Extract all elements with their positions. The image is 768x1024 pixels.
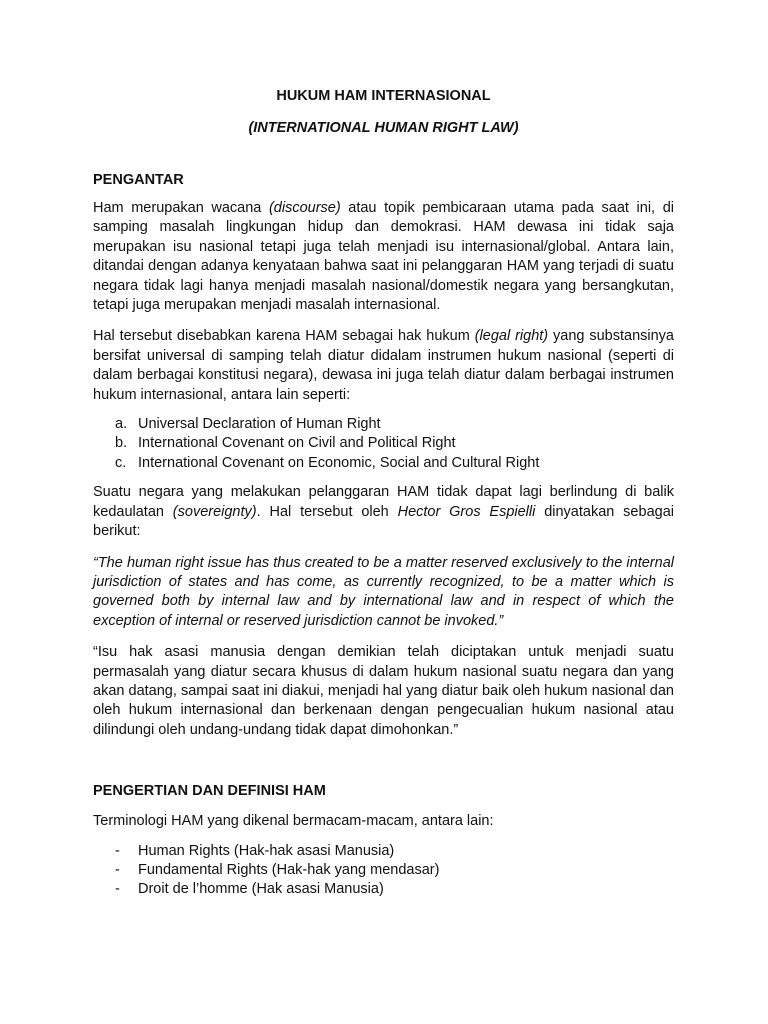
author-name: Hector Gros Espielli (397, 503, 536, 520)
paragraph-sovereignty-part-e: dinyatakan sebagai berikut: (93, 503, 674, 540)
list-marker: c. (115, 454, 127, 471)
paragraph-legal-right-part-c: yang substansinya bersifat universal di samping telah diatur didalam instrumen hukum nasional (seperti di dalam berbagai konstitusi negara), dewasa ini juga telah diatur dalam berbagai instrumen hukum internasional, antara lain seperti: (93, 328, 674, 403)
terminology-list (93, 842, 674, 900)
paragraph-legal-right-part-a: Hal tersebut disebabkan karena HAM sebagai hak hukum (93, 328, 475, 345)
list-item-text: Human Rights (Hak-hak asasi Manusia) (138, 842, 395, 859)
list-item (93, 861, 674, 880)
paragraph-intro-part-a: Ham merupakan wacana (93, 200, 269, 216)
term-legal-right: (legal right) (474, 328, 549, 345)
list-marker: b. (115, 435, 128, 452)
list-item-text: International Covenant on Civil and Political Right (138, 435, 456, 452)
instrument-list (93, 415, 674, 473)
document-title: HUKUM HAM INTERNASIONAL (276, 88, 491, 104)
section-heading-pengantar: PENGANTAR (93, 172, 184, 188)
list-item-text: Universal Declaration of Human Right (138, 416, 381, 433)
list-marker: a. (115, 416, 128, 433)
list-item (93, 434, 674, 453)
paragraph-intro-part-c: atau topik pembicaraan utama pada saat ini, di samping masalah lingkungan hidup dan demokrasi. HAM dewasa ini tidak saja merupakan isu nasional tetapi juga telah menjadi isu internasional/global. Antara lain, ditandai dengan adanya kenyataan bahwa saat ini pelanggaran HAM yang terjadi di suatu negara tidak lagi hanya menjadi masalah nasional/domestik negara yang bersangkutan, tetapi juga merupakan menjadi masalah internasional. (93, 200, 674, 314)
quote-indonesian: “Isu hak asasi manusia dengan demikian telah diciptakan untuk menjadi suatu permasalah yang diatur secara khusus di dalam hukum nasional suatu negara dan yang akan datang, sampai saat ini diakui, menjadi hal yang diatur baik oleh hukum nasional dan oleh hukum internasional dan berkenaan dengan pengecualian hukum nasional atau dilindungi oleh undang-undang tidak dapat dimohonkan.” (93, 644, 674, 738)
paragraph-legal-right (93, 327, 674, 405)
list-marker: - (115, 842, 120, 859)
document-subtitle: (INTERNATIONAL HUMAN RIGHT LAW) (248, 120, 519, 136)
list-item (93, 454, 674, 473)
paragraph-terminology: Terminologi HAM yang dikenal bermacam-macam, antara lain: (93, 813, 494, 830)
paragraph-sovereignty-part-a: Suatu negara yang melakukan pelanggaran HAM tidak dapat lagi berlindung di balik kedaulatan (93, 484, 674, 520)
list-item-text: International Covenant on Economic, Social and Cultural Right (138, 454, 540, 471)
list-item (93, 880, 674, 899)
paragraph-sovereignty-part-c: . Hal tersebut oleh (256, 503, 398, 520)
list-marker: - (115, 881, 120, 898)
term-discourse: (discourse) (268, 200, 341, 216)
list-marker: - (115, 861, 120, 878)
section-heading-pengertian: PENGERTIAN DAN DEFINISI HAM (93, 783, 326, 800)
quote-english: “The human right issue has thus created to be a matter reserved exclusively to the internal jurisdiction of states and has come, as currently recognized, to be a matter which is governed both by internal law and by international law and in respect of which the exception of internal or reserved jurisdiction cannot be invoked.” (93, 554, 674, 629)
list-item-text: Droit de l’homme (Hak asasi Manusia) (138, 881, 384, 898)
list-item-text: Fundamental Rights (Hak-hak yang mendasar) (138, 861, 440, 878)
paragraph-sovereignty (93, 483, 674, 541)
term-sovereignty: (sovereignty) (172, 503, 257, 520)
list-item (93, 842, 674, 861)
paragraph-intro (93, 199, 674, 315)
list-item (93, 415, 674, 434)
